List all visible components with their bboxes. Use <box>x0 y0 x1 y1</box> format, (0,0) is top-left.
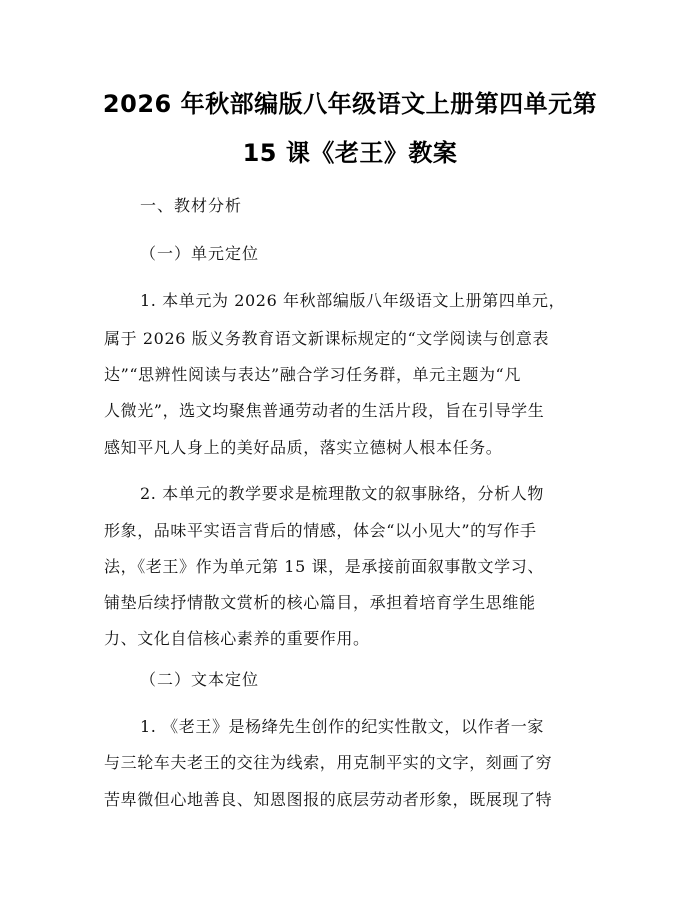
paragraph-2-line-5: 力、文化自信核心素养的重要作用。 <box>104 629 370 648</box>
paragraph-1-line-4: 人微光”，选文均聚焦普通劳动者的生活片段，旨在引导学生 <box>104 401 545 420</box>
paragraph-2-line-4: 铺垫后续抒情散文赏析的核心篇目，承担着培育学生思维能 <box>104 593 536 612</box>
paragraph-1-line-2: 属于 2026 版义务教育语文新课标规定的“文学阅读与创意表 <box>104 329 550 348</box>
subsection-heading-unit-positioning: （一）单元定位 <box>140 244 260 263</box>
paragraph-1-line-5: 感知平凡人身上的美好品质，落实立德树人根本任务。 <box>104 438 503 457</box>
paragraph-3-line-3: 苦卑微但心地善良、知恩图报的底层劳动者形象，既展现了特 <box>104 790 553 809</box>
paragraph-1-line-1: 1. 本单元为 2026 年秋部编版八年级语文上册第四单元， <box>140 291 566 310</box>
section-heading-teaching-material-analysis: 一、教材分析 <box>140 196 243 215</box>
paragraph-2-line-2: 形象，品味平实语言背后的情感，体会“以小见大”的写作手 <box>104 521 537 540</box>
paragraph-3-line-1: 1. 《老王》是杨绛先生创作的纪实性散文，以作者一家 <box>140 717 544 736</box>
paragraph-2-line-1: 2. 本单元的教学要求是梳理散文的叙事脉络，分析人物 <box>140 484 544 503</box>
paragraph-3-line-2: 与三轮车夫老王的交往为线索，用克制平实的文字，刻画了穷 <box>104 753 553 772</box>
document-title-line-2: 15 课《老王》教案 <box>242 139 458 167</box>
subsection-heading-text-positioning: （二）文本定位 <box>140 670 260 689</box>
paragraph-2-line-3: 法，《老王》作为单元第 15 课，是承接前面叙事散文学习、 <box>104 557 544 576</box>
document-title-line-1: 2026 年秋部编版八年级语文上册第四单元第 <box>102 90 598 118</box>
paragraph-1-line-3: 达”“思辨性阅读与表达”融合学习任务群，单元主题为“凡 <box>104 365 521 384</box>
